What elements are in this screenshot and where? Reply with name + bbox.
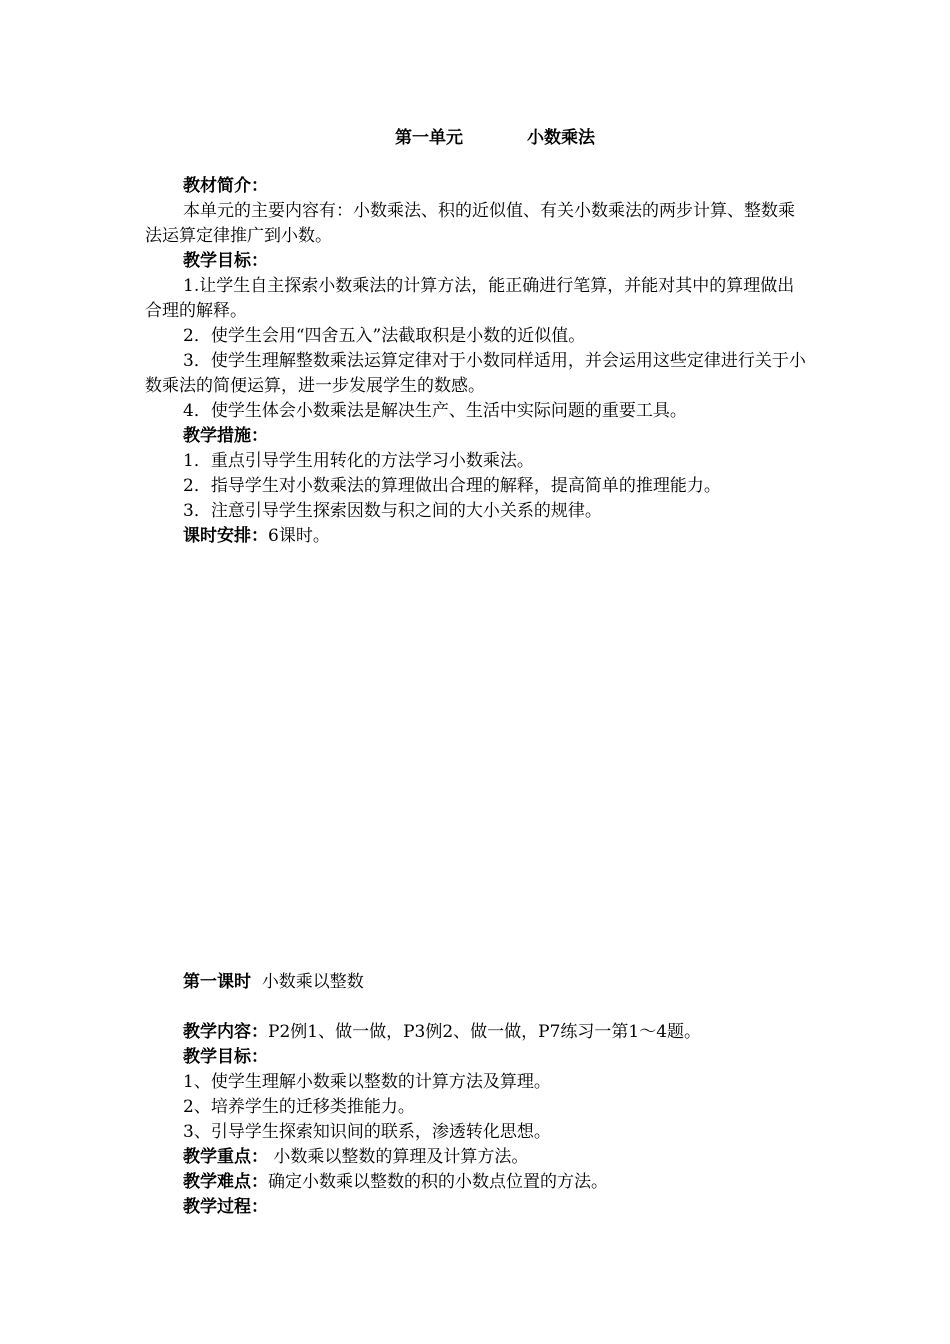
lesson-label: 第一课时	[183, 972, 251, 992]
lesson-process-heading: 教学过程：	[183, 1197, 268, 1217]
unit-intro-section	[145, 174, 810, 549]
unit-title	[0, 126, 950, 151]
goal-item: 4．使学生体会小数乘法是解决生产、生活中实际问题的重要工具。	[183, 401, 687, 421]
lesson-difficulty-value: 确定小数乘以整数的积的小数点位置的方法。	[268, 1172, 608, 1192]
lesson-goal-item: 2、培养学生的迁移类推能力。	[183, 1097, 415, 1117]
unit-number: 第一单元	[395, 128, 463, 148]
goal-item: 3．使学生理解整数乘法运算定律对于小数同样适用，并会运用这些定律进行关于小数乘法的简便运算，进一步发展学生的数感。	[145, 351, 806, 396]
goals-heading: 教学目标：	[183, 251, 268, 271]
lesson-content-line	[145, 1020, 810, 1045]
schedule-value: 6课时。	[268, 526, 330, 546]
lesson-goal-item: 1、使学生理解小数乘以整数的计算方法及算理。	[183, 1072, 551, 1092]
intro-heading: 教材简介：	[183, 176, 268, 196]
measure-item: 1．重点引导学生用转化的方法学习小数乘法。	[183, 451, 534, 471]
lesson-goals-heading: 教学目标：	[183, 1047, 268, 1067]
lesson-key-value: 小数乘以整数的算理及计算方法。	[273, 1147, 529, 1167]
lesson-goal-item: 3、引导学生探索知识间的联系，渗透转化思想。	[183, 1122, 551, 1142]
measures-heading: 教学措施：	[183, 426, 268, 446]
goal-item: 1.让学生自主探索小数乘法的计算方法，能正确进行笔算，并能对其中的算理做出合理的解释。	[145, 276, 795, 321]
lesson-difficulty-line	[145, 1170, 810, 1195]
intro-paragraph: 本单元的主要内容有：小数乘法、积的近似值、有关小数乘法的两步计算、整数乘法运算定律推广到小数。	[145, 201, 795, 246]
lesson-difficulty-heading: 教学难点：	[183, 1172, 268, 1192]
lesson-key-heading: 教学重点：	[183, 1147, 268, 1167]
lesson-content-heading: 教学内容：	[183, 1022, 268, 1042]
lesson-title	[145, 970, 810, 995]
measure-item: 2．指导学生对小数乘法的算理做出合理的解释，提高简单的推理能力。	[183, 476, 721, 496]
schedule-line	[145, 524, 810, 549]
lesson-content-value: P2例1、做一做，P3例2、做一做，P7练习一第1～4题。	[268, 1022, 702, 1042]
lesson-topic: 小数乘以整数	[261, 972, 364, 992]
measure-item: 3．注意引导学生探索因数与积之间的大小关系的规律。	[183, 501, 602, 521]
schedule-heading: 课时安排：	[183, 526, 268, 546]
lesson-one-section	[145, 970, 810, 1220]
lesson-key-line	[145, 1145, 810, 1170]
goal-item: 2．使学生会用“四舍五入”法截取积是小数的近似值。	[183, 326, 586, 346]
unit-name: 小数乘法	[527, 128, 595, 148]
